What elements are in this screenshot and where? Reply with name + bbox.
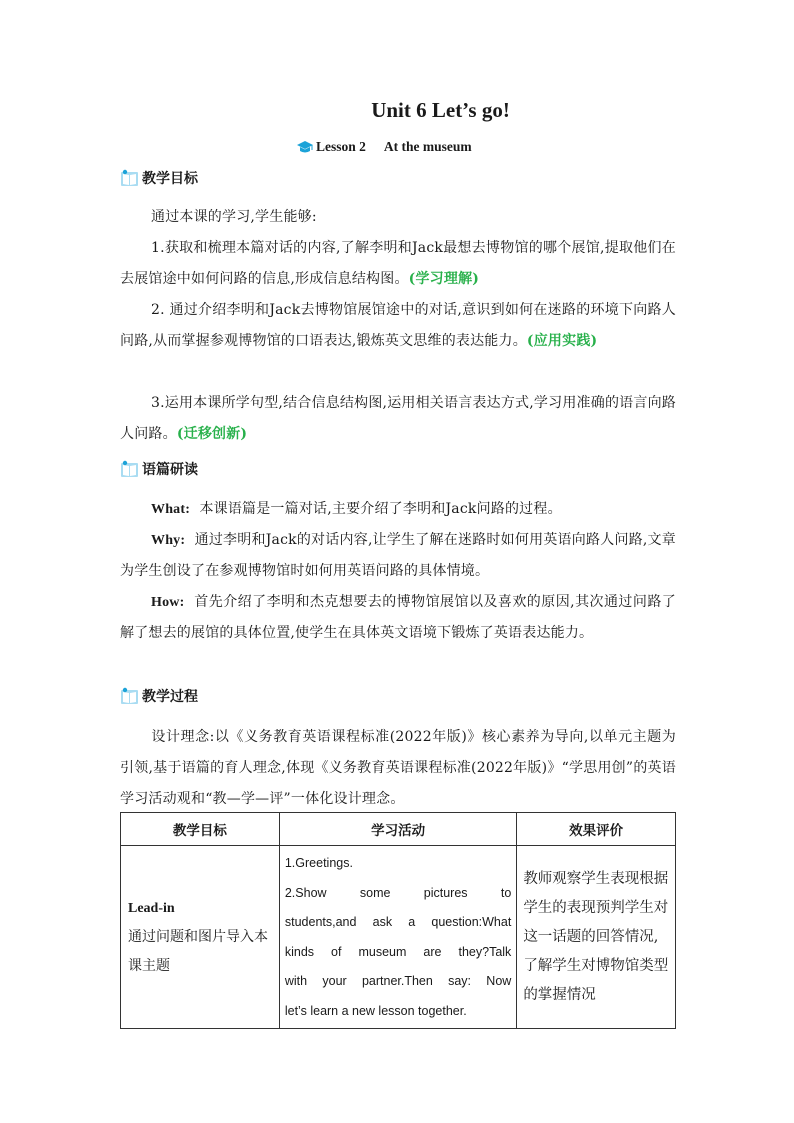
unit-title: Unit 6 Let’s go! — [371, 98, 510, 122]
column-header: 教学目标 — [121, 813, 280, 846]
why-paragraph: Why: 通过李明和Jack的对话内容,让学生了解在迷路时如何用英语向路人问路,文章为学生创设了在参观博物馆时如何用英语问路的具体情境。 — [120, 532, 676, 579]
book-icon — [120, 687, 139, 706]
goal-cell — [121, 846, 280, 1029]
objective-item-1: 1.获取和梳理本篇对话的内容,了解李明和Jack最想去博物馆的哪个展馆,提取他们在去展馆途中如何问路的信息,形成信息结构图。(学习理解) — [120, 240, 676, 287]
process-heading: 教学过程 — [120, 686, 198, 706]
activity-line: 1.Greetings. — [284, 856, 353, 870]
lesson-title: At the museum — [383, 139, 472, 154]
table-row — [121, 846, 676, 1029]
activity-line: 2.Show some pictures to — [284, 885, 512, 900]
objective-item-2: 2. 通过介绍李明和Jack去博物馆展馆途中的对话,意识到如何在迷路的环境下向路人问路,从而掌握参观博物馆的口语表达,锻炼英文思维的表达能力。(应用实践) — [120, 302, 676, 349]
lead-in-label: Lead-in — [128, 900, 175, 916]
activity-line: with your partner.Then say: Now — [284, 974, 512, 988]
how-paragraph: How: 首先介绍了李明和杰克想要去的博物馆展馆以及喜欢的原因,其次通过问路了解了想去的展馆的具体位置,使学生在具体英文语境下锻炼了英语表达能力。 — [120, 594, 677, 641]
lesson-subtitle — [296, 139, 472, 155]
activity-line: kinds of museum are they?Talk — [284, 944, 512, 959]
evaluation-cell: 教师观察学生表现根据学生的表现预判学生对这一话题的回答情况,了解学生对博物馆类型的掌握情况 — [517, 846, 676, 1029]
book-icon — [120, 169, 139, 188]
column-header: 效果评价 — [517, 813, 676, 846]
activity-line: students,and ask a question:What — [284, 915, 512, 929]
design-philosophy: 设计理念:以《义务教育英语课程标准(2022年版)》核心素养为导向,以单元主题为引领,基于语篇的育人理念,体现《义务教育英语课程标准(2022年版)》“学思用创”的英语学习活动观和“教—学—评”一体化设计理念。 — [120, 729, 676, 807]
objectives-intro: 通过本课的学习,学生能够: — [151, 209, 317, 225]
book-icon — [120, 460, 139, 479]
lesson-number: Lesson 2 — [316, 139, 366, 154]
objectives-heading: 教学目标 — [120, 168, 198, 188]
activity-cell — [279, 846, 516, 1029]
graduation-cap-icon — [296, 140, 314, 154]
what-paragraph: What: 本课语篇是一篇对话,主要介绍了李明和Jack问路的过程。 — [151, 501, 562, 517]
column-header: 学习活动 — [279, 813, 516, 846]
objective-item-3: 3.运用本课所学句型,结合信息结构图,运用相关语言表达方式,学习用准确的语言向路人问路。(迁移创新) — [120, 395, 676, 442]
text-study-heading: 语篇研读 — [120, 459, 198, 479]
lesson-plan-table — [120, 812, 676, 1029]
goal-text: 通过问题和图片导入本课主题 — [128, 928, 268, 974]
activity-line: let’s learn a new lesson together. — [284, 1003, 467, 1018]
table-header-row — [121, 813, 676, 846]
